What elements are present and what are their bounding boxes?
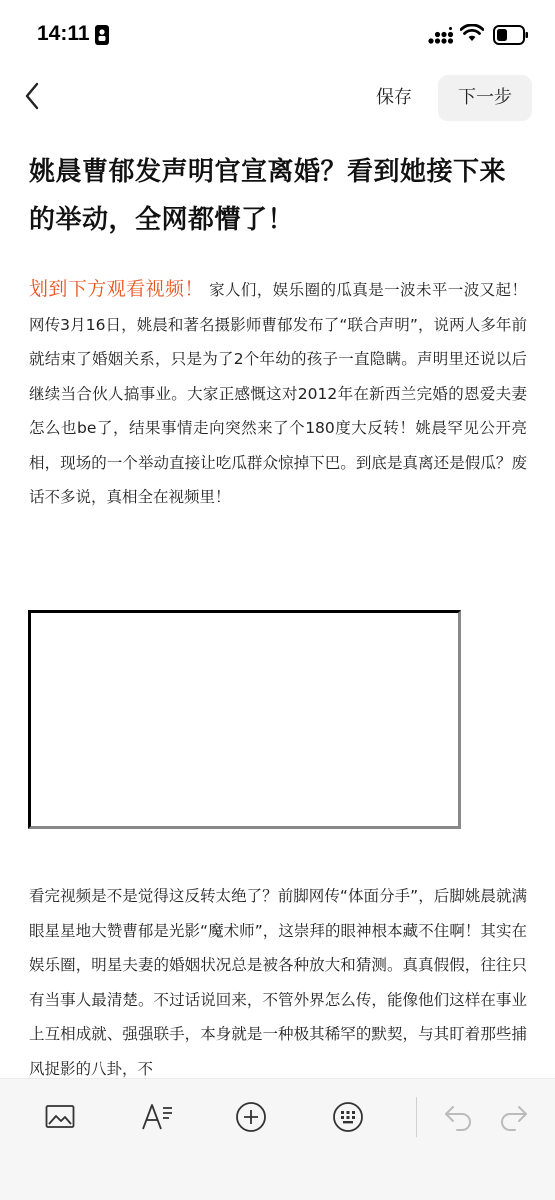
article-intro-paragraph[interactable] xyxy=(29,272,527,515)
redo-icon xyxy=(499,1103,529,1135)
next-step-button[interactable]: 下一步 xyxy=(438,75,532,121)
intro-text: 家人们，娱乐圈的瓜真是一波未平一波又起！网传3月16日，姚晨和著名摄影师曹郁发布了“联合声明”，说两人多年前就结束了婚姻关系，只是为了2个年幼的孩子一直隐瞒。声明里还说以后继续当合伙人搞事业。大家正感慨这对2012年在新西兰完婚的恩爱夫妻怎么也be了，结果事情走向突然来了个180度大反转！姚晨罕见公开亮相，现场的一个举动直接让吃瓜群众惊掉下巴。到底是真离还是假瓜？废话不多说，真相全在视频里！ xyxy=(29,281,527,506)
video-placeholder[interactable] xyxy=(28,610,461,829)
insert-button[interactable] xyxy=(231,1099,271,1139)
text-format-button[interactable] xyxy=(137,1099,177,1139)
orientation-lock-icon xyxy=(95,25,109,49)
undo-button[interactable] xyxy=(438,1099,478,1139)
wifi-icon xyxy=(460,24,484,46)
nav-bar xyxy=(0,70,555,128)
intro-highlight: 划到下方观看视频！ xyxy=(29,278,204,300)
image-icon xyxy=(45,1104,75,1134)
status-time: 14:11 xyxy=(37,22,90,45)
back-button[interactable] xyxy=(14,78,50,118)
article-title[interactable]: 姚晨曹郁发声明官宣离婚？看到她接下来的举动，全网都懵了！ xyxy=(29,157,507,235)
article-body-paragraph[interactable]: 看完视频是不是觉得这反转太绝了？前脚网传“体面分手”，后脚姚晨就满眼星星地大赞曹郁是光影“魔术师”，这崇拜的眼神根本藏不住啊！其实在娱乐圈，明星夫妻的婚姻状况总是被各种放大和猜测。真真假假，往往只有当事人最清楚。不过话说回来，不管外界怎么传，能像他们这样在事业上互相成就、强强联手，本身就是一种极其稀罕的默契，与其盯着那些捕风捉影的八卦，不 xyxy=(29,887,527,1078)
keyboard-button[interactable] xyxy=(328,1099,368,1139)
text-format-icon xyxy=(140,1102,174,1136)
cellular-signal-icon xyxy=(428,27,454,49)
editor-toolbar xyxy=(0,1078,555,1200)
insert-image-button[interactable] xyxy=(40,1099,80,1139)
chevron-left-icon xyxy=(24,82,40,114)
status-bar xyxy=(0,0,555,66)
undo-icon xyxy=(443,1103,473,1135)
redo-button[interactable] xyxy=(494,1099,534,1139)
battery-icon xyxy=(493,25,529,49)
keyboard-icon xyxy=(332,1101,364,1137)
add-circle-icon xyxy=(235,1101,267,1137)
toolbar-divider xyxy=(416,1097,417,1137)
save-button[interactable]: 保存 xyxy=(376,87,412,108)
